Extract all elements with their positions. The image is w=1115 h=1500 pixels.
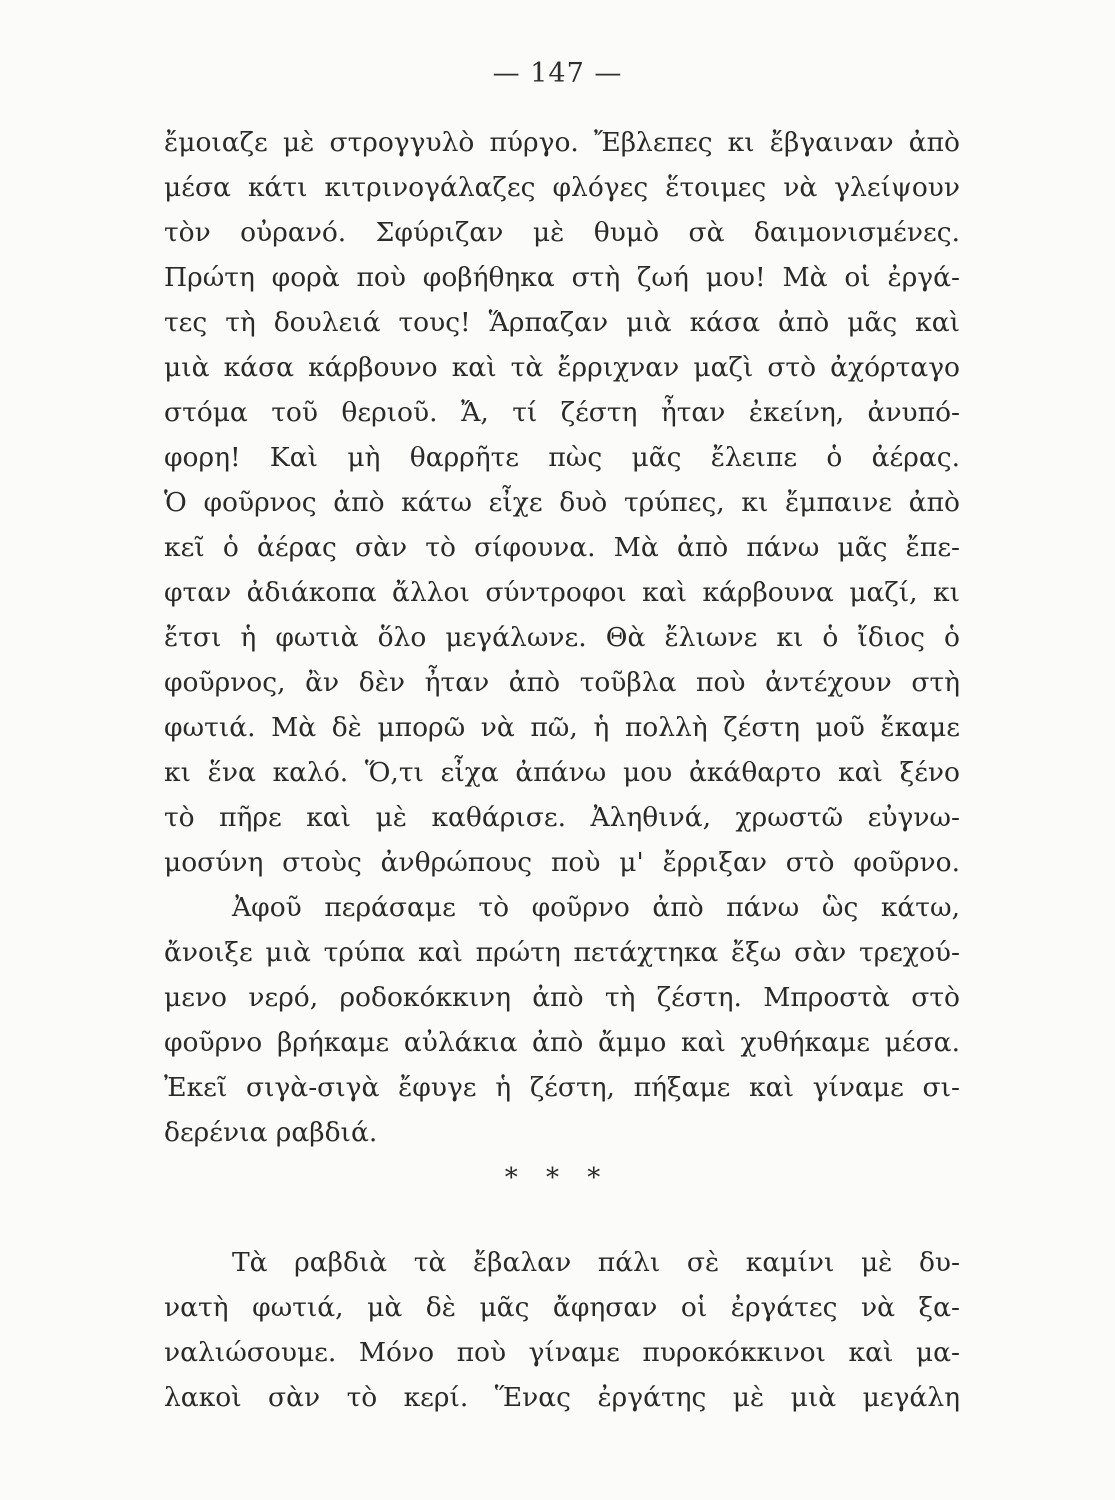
text-line: μοσύνη στοὺς ἀνθρώπους ποὺ μ' ἔρριξαν στὸ φοῦρνο. bbox=[164, 847, 960, 878]
text-line: ναλιώσουμε. Μόνο ποὺ γίναμε πυροκόκκινοι καὶ μα- bbox=[164, 1337, 960, 1368]
text-line: νατὴ φωτιά, μὰ δὲ μᾶς ἄφησαν οἱ ἐργάτες νὰ ξα- bbox=[164, 1292, 960, 1323]
section-separator: * * * bbox=[504, 1163, 611, 1193]
text-line: μενο νερό, ροδοκόκκινη ἀπὸ τὴ ζέστη. Μπροστὰ στὸ bbox=[164, 982, 960, 1013]
text-line: φοῦρνος, ἂν δὲν ἦταν ἀπὸ τοῦβλα ποὺ ἀντέχουν στὴ bbox=[164, 667, 960, 698]
text-line: φοῦρνο βρήκαμε αὐλάκια ἀπὸ ἄμμο καὶ χυθήκαμε μέσα. bbox=[164, 1027, 960, 1058]
text-line: ἄνοιξε μιὰ τρύπα καὶ πρώτη πετάχτηκα ἔξω σὰν τρεχού- bbox=[164, 937, 960, 968]
text-line-paragraph-start: Ἀφοῦ περάσαμε τὸ φοῦρνο ἀπὸ πάνω ὣς κάτω, bbox=[232, 892, 960, 923]
text-line: ἔμοιαζε μὲ στρογγυλὸ πύργο. Ἔβλεπες κι ἔβγαιναν ἀπὸ bbox=[164, 127, 960, 158]
text-line: τὸν οὐρανό. Σφύριζαν μὲ θυμὸ σὰ δαιμονισμένες. bbox=[164, 217, 960, 248]
text-line: Ὁ φοῦρνος ἀπὸ κάτω εἶχε δυὸ τρύπες, κι ἔμπαινε ἀπὸ bbox=[164, 487, 960, 518]
text-line: κεῖ ὁ ἀέρας σὰν τὸ σίφουνα. Μὰ ἀπὸ πάνω μᾶς ἔπε- bbox=[164, 532, 960, 563]
text-line: Πρώτη φορὰ ποὺ φοβήθηκα στὴ ζωή μου! Μὰ οἱ ἐργά- bbox=[164, 262, 960, 293]
text-line-paragraph-end: δερένια ραβδιά. bbox=[164, 1117, 378, 1148]
text-line: λακοὶ σὰν τὸ κερί. Ἕνας ἐργάτης μὲ μιὰ μεγάλη bbox=[164, 1382, 960, 1413]
text-line: Ἐκεῖ σιγὰ-σιγὰ ἔφυγε ἡ ζέστη, πήξαμε καὶ γίναμε σι- bbox=[164, 1072, 960, 1103]
page-number: — 147 — bbox=[492, 58, 623, 89]
text-line: φωτιά. Μὰ δὲ μπορῶ νὰ πῶ, ἡ πολλὴ ζέστη μοῦ ἔκαμε bbox=[164, 712, 960, 743]
text-line: ἔτσι ἡ φωτιὰ ὅλο μεγάλωνε. Θὰ ἔλιωνε κι ὁ ἴδιος ὁ bbox=[164, 622, 960, 653]
text-line: μιὰ κάσα κάρβουνο καὶ τὰ ἔρριχναν μαζὶ στὸ ἀχόρταγο bbox=[164, 352, 960, 383]
text-line: φταν ἀδιάκοπα ἄλλοι σύντροφοι καὶ κάρβουνα μαζί, κι bbox=[164, 577, 960, 608]
text-line: μέσα κάτι κιτρινογάλαζες φλόγες ἕτοιμες νὰ γλείψουν bbox=[164, 172, 960, 203]
text-line: στόμα τοῦ θεριοῦ. Ἄ, τί ζέστη ἦταν ἐκείνη, ἀνυπό- bbox=[164, 397, 960, 428]
text-line: φορη! Καὶ μὴ θαρρῆτε πὼς μᾶς ἔλειπε ὁ ἀέρας. bbox=[164, 442, 960, 473]
text-line-paragraph-start: Τὰ ραβδιὰ τὰ ἔβαλαν πάλι σὲ καμίνι μὲ δυ- bbox=[232, 1247, 960, 1278]
text-line: τες τὴ δουλειά τους! Ἅρπαζαν μιὰ κάσα ἀπὸ μᾶς καὶ bbox=[164, 307, 960, 338]
text-line: τὸ πῆρε καὶ μὲ καθάρισε. Ἀληθινά, χρωστῶ εὐγνω- bbox=[164, 802, 960, 833]
text-line: κι ἕνα καλό. Ὅ,τι εἶχα ἀπάνω μου ἀκάθαρτο καὶ ξένο bbox=[164, 757, 960, 788]
